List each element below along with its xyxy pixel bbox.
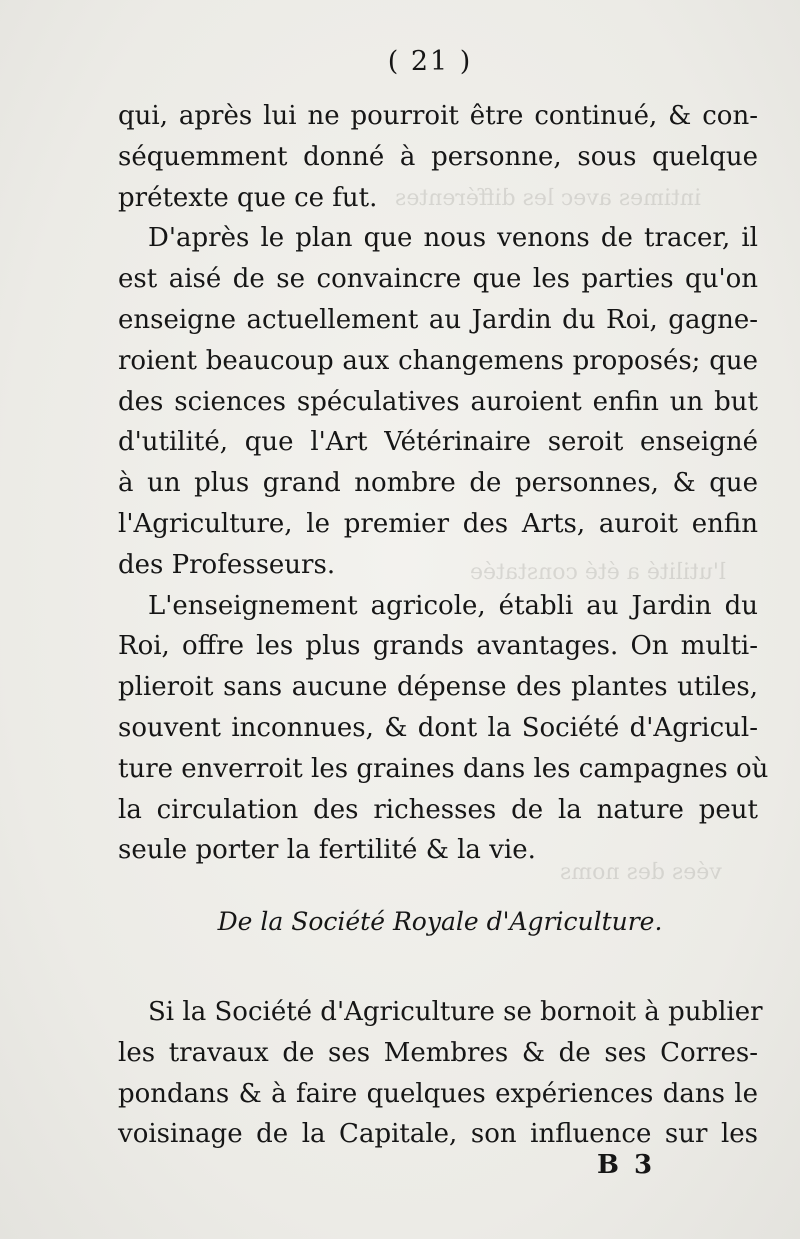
text-line: Roi, offre les plus grands avantages. On multi-	[118, 631, 758, 662]
text-line: souvent inconnues, & dont la Société d'Agricul-	[118, 712, 758, 743]
section-heading: De la Société Royale d'Agriculture.	[217, 907, 663, 936]
text-line: l'Agriculture, le premier des Arts, auroit enfin	[118, 508, 758, 539]
show-through-text: vées des noms	[560, 860, 722, 885]
text-line: L'enseignement agricole, établi au Jardin du	[148, 590, 758, 621]
show-through-text: intimes avec les différentes	[395, 186, 702, 211]
text-line: à un plus grand nombre de personnes, & que	[118, 468, 758, 499]
text-line: des Professeurs.	[118, 549, 336, 580]
text-line: qui, après lui ne pourroit être continué, & con-	[118, 101, 758, 131]
text-line: Si la Société d'Agriculture se bornoit à publier	[148, 997, 763, 1027]
text-line: seule porter la fertilité & la vie.	[118, 835, 536, 866]
body-text-bottom	[118, 992, 763, 1155]
text-line: prétexte que ce fut.	[118, 182, 378, 213]
body-text-top	[118, 96, 769, 871]
text-line: voisinage de la Capitale, son influence sur les	[118, 1119, 758, 1150]
text-line: est aisé de se convaincre que les parties qu'on	[118, 264, 758, 295]
text-line: roient beaucoup aux changemens proposés; que	[118, 345, 758, 376]
text-line: des sciences spéculatives auroient enfin un but	[118, 386, 758, 417]
text-line: séquemment donné à personne, sous quelque	[118, 141, 758, 172]
show-through-text: l'utilité a été constatée	[470, 560, 726, 585]
text-line: pondans & à faire quelques expériences dans le	[118, 1078, 758, 1109]
text-line: les travaux de ses Membres & de ses Corres-	[118, 1037, 758, 1068]
text-line: enseigne actuellement au Jardin du Roi, gagne-	[118, 304, 758, 335]
signature-mark: B 3	[597, 1150, 656, 1180]
text-line: plieroit sans aucune dépense des plantes utiles,	[118, 672, 758, 703]
text-line: d'utilité, que l'Art Vétérinaire seroit enseigné	[118, 427, 758, 458]
text-line: D'après le plan que nous venons de tracer, il	[148, 223, 758, 254]
text-line: ture enverroit les graines dans les campagnes où	[118, 753, 769, 784]
text-line: la circulation des richesses de la nature peut	[118, 794, 758, 825]
page-number: ( 21 )	[387, 46, 473, 77]
